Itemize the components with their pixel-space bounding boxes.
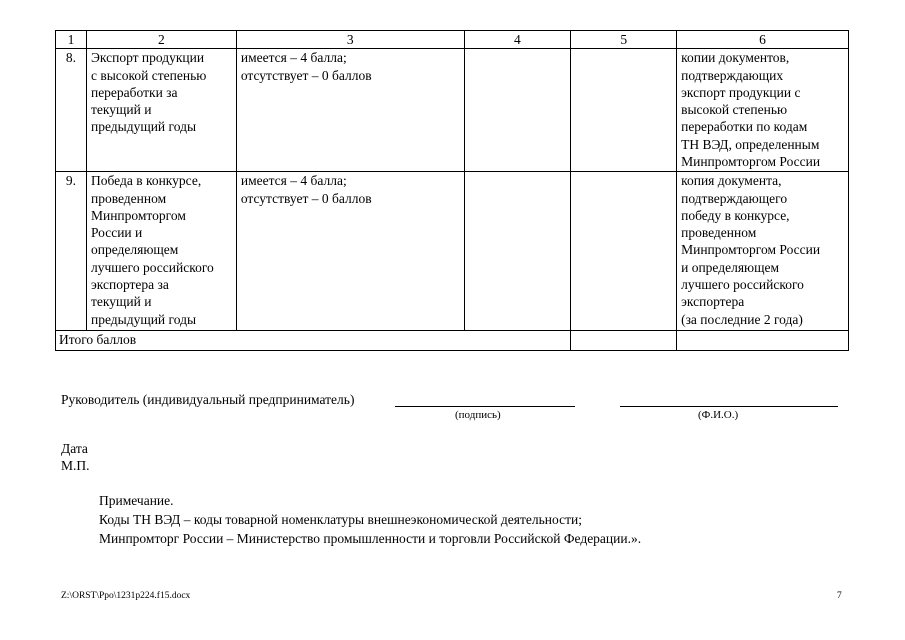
note-line: Коды ТН ВЭД – коды товарной номенклатуры внешнеэкономической деятельности;: [99, 512, 582, 527]
signature-caption: (подпись): [455, 409, 501, 421]
total-score-cell: [571, 331, 677, 351]
date-label: Дата: [61, 441, 88, 456]
documents-cell: копия документа, подтверждающего победу в конкурсе, проведенном Минпромторгом России и определяющем лучшего российского экспортера (за последние 2 года): [677, 172, 849, 331]
empty-cell: [464, 172, 571, 331]
note-line: Минпромторг России – Министерство промышленности и торговли Российской Федерации.».: [99, 531, 642, 546]
file-path: Z:\ORST\Ppo\1231p224.f15.docx: [61, 591, 191, 601]
row-number: 8.: [56, 49, 87, 172]
empty-cell: [571, 49, 677, 172]
header-row: [56, 31, 849, 49]
column-header: 2: [86, 31, 236, 49]
empty-cell: [571, 172, 677, 331]
column-header: 3: [236, 31, 464, 49]
column-header: 4: [464, 31, 571, 49]
name-line: [620, 406, 838, 407]
stamp-label: М.П.: [61, 458, 90, 473]
total-row: [56, 331, 849, 351]
criterion-cell: Экспорт продукции с высокой степенью переработки за текущий и предыдущий годы: [86, 49, 236, 172]
table-row: [56, 172, 849, 331]
scoring-cell: имеется – 4 балла; отсутствует – 0 баллов: [236, 49, 464, 172]
note-title: Примечание.: [99, 493, 174, 508]
column-header: 5: [571, 31, 677, 49]
table-row: [56, 49, 849, 172]
scoring-cell: имеется – 4 балла; отсутствует – 0 баллов: [236, 172, 464, 331]
name-caption: (Ф.И.О.): [698, 409, 739, 421]
page-number: 7: [837, 591, 842, 601]
column-header: 1: [56, 31, 87, 49]
total-label: Итого баллов: [56, 331, 571, 351]
signature-line: [395, 406, 575, 407]
total-docs-cell: [677, 331, 849, 351]
row-number: 9.: [56, 172, 87, 331]
column-header: 6: [677, 31, 849, 49]
criteria-table: [55, 30, 849, 351]
head-label: Руководитель (индивидуальный предприниматель): [61, 392, 355, 407]
criterion-cell: Победа в конкурсе, проведенном Минпромторгом России и определяющем лучшего российского экспортера за текущий и предыдущий годы: [86, 172, 236, 331]
documents-cell: копии документов, подтверждающих экспорт продукции с высокой степенью переработки по кодам ТН ВЭД, определенным Минпромторгом России: [677, 49, 849, 172]
empty-cell: [464, 49, 571, 172]
